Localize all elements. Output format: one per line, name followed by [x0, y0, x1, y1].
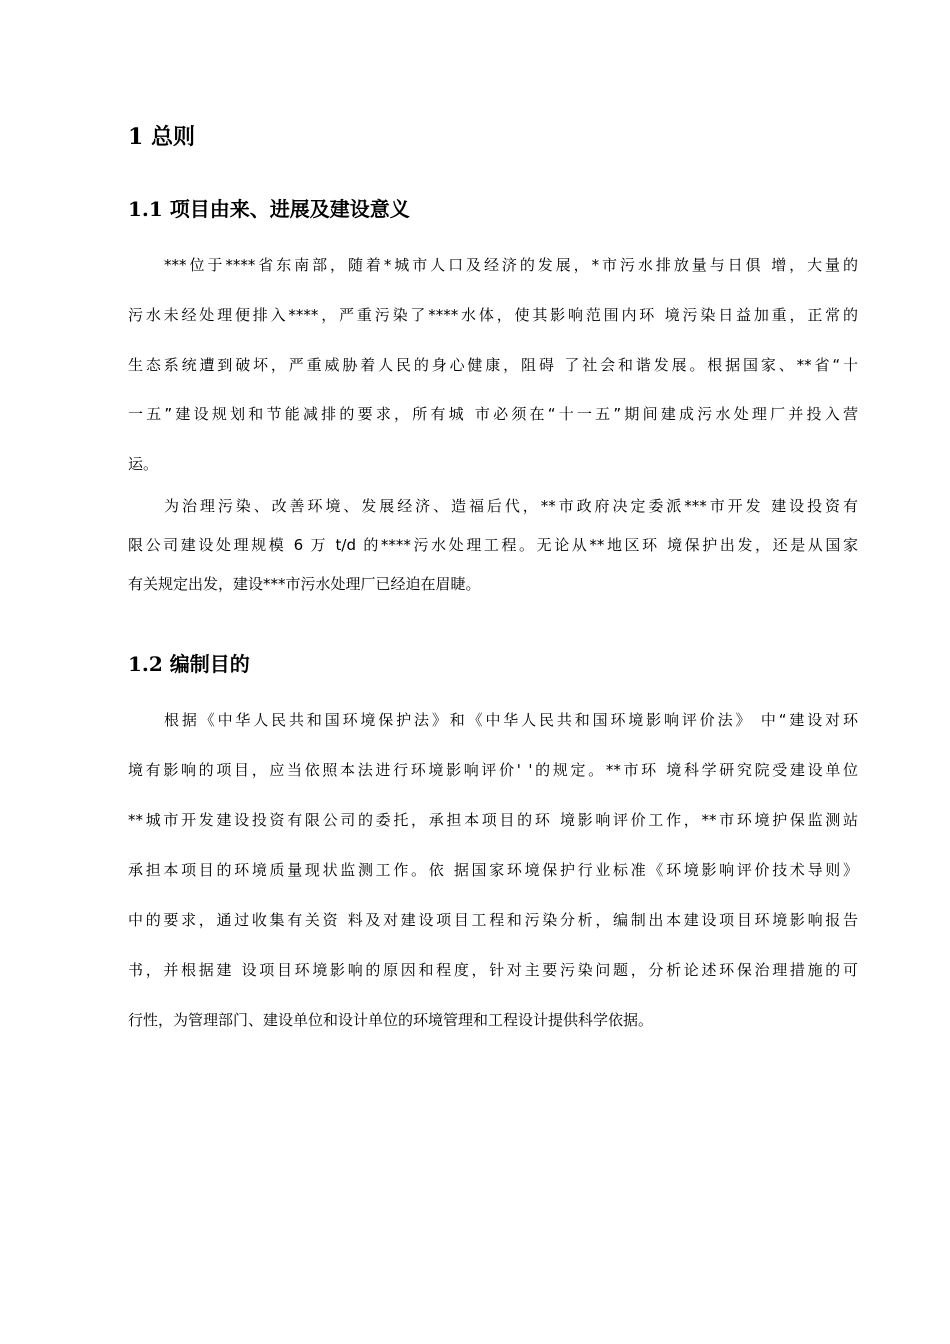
s11-p2-line-2: 限公司建设处理规模 6 万 t/d 的****污水处理工程。无论从**地区环 境保护出发，还是从国家 [128, 536, 858, 554]
s11-p1-line-2: 污水未经处理便排入****，严重污染了****水体，使其影响范围内环 境污染日益加重，正常的 [128, 306, 858, 324]
s12-p1-line-1: 根据《中华人民共和国环境保护法》和《中华人民共和国环境影响评价法》 中“建设对环 [164, 711, 858, 729]
s12-p1-line-5: 中的要求，通过收集有关资 料及对建设项目工程和污染分析，编制出本建设项目环境影响报告 [128, 911, 858, 929]
s11-p1-line-4: 一五”建设规划和节能减排的要求，所有城 市必须在“十一五”期间建成污水处理厂并投入营 [128, 405, 858, 423]
s11-p2-line-1: 为治理污染、改善环境、发展经济、造福后代，**市政府决定委派***市开发 建设投资有 [164, 497, 858, 515]
section-1-1-title: 1.1 项目由来、进展及建设意义 [128, 197, 410, 221]
s12-p1-line-7: 行性，为管理部门、建设单位和设计单位的环境管理和工程设计提供科学依据。 [128, 1011, 654, 1029]
s12-p1-line-4: 承担本项目的环境质量现状监测工作。依 据国家环境保护行业标准《环境影响评价技术导则》 [128, 861, 858, 879]
s11-p2-line-3: 有关规定出发，建设***市污水处理厂已经迫在眉睫。 [128, 575, 481, 593]
section-1-2-title: 1.2 编制目的 [128, 652, 250, 676]
s12-p1-line-2: 境有影响的项目，应当依照本法进行环境影响评价' '的规定。**市环 境科学研究院受建设单位 [128, 761, 858, 779]
chapter-title: 1 总则 [128, 124, 195, 150]
s11-p1-line-3: 生态系统遭到破坏，严重威胁着人民的身心健康，阻碍 了社会和谐发展。根据国家、**省“十 [128, 356, 858, 374]
s11-p1-line-1: ***位于****省东南部，随着*城市人口及经济的发展，*市污水排放量与日俱 增，大量的 [164, 256, 858, 274]
s12-p1-line-6: 书，并根据建 设项目环境影响的原因和程度，针对主要污染问题，分析论述环保治理措施的可 [128, 961, 858, 979]
s12-p1-line-3: **城市开发建设投资有限公司的委托，承担本项目的环 境影响评价工作，**市环境护保监测站 [128, 811, 858, 829]
s11-p1-line-5: 运。 [128, 455, 159, 473]
